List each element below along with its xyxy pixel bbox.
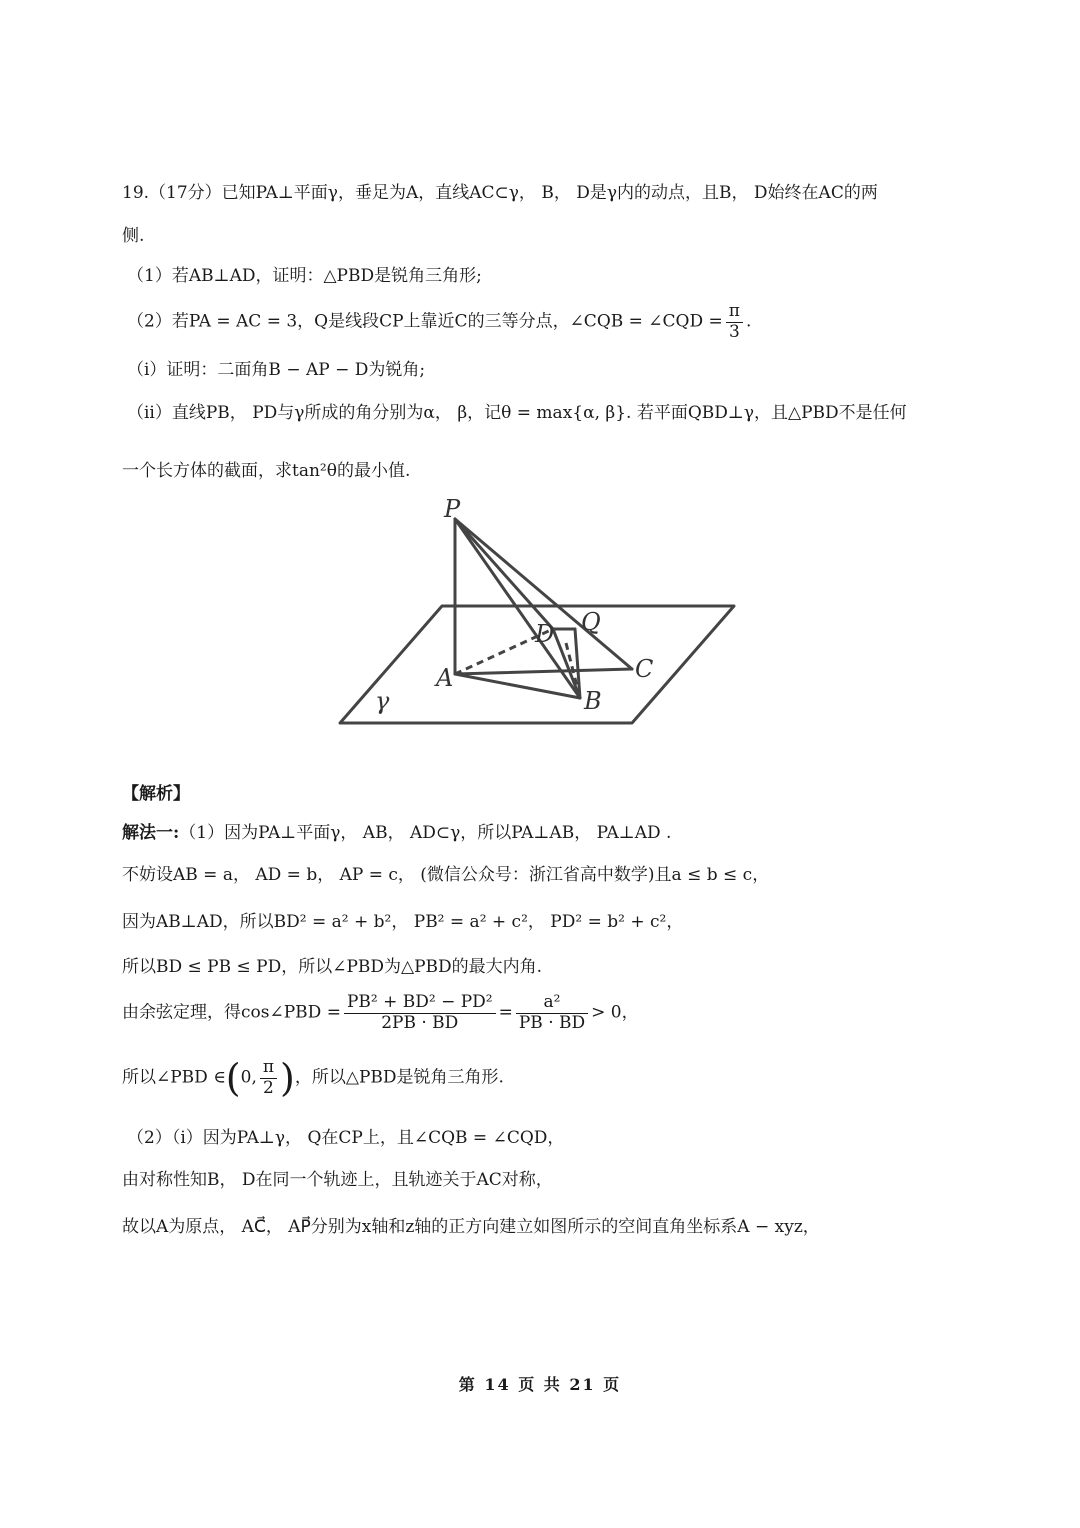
frac-denominator: 2 [263, 1077, 274, 1098]
solution-part-2-line-2: 由对称性知B， D在同一个轨迹上，且轨迹关于AC对称， [122, 1170, 553, 1190]
frac-numerator: PB² + BD² − PD² [344, 993, 496, 1014]
frac-numerator: π [260, 1058, 277, 1079]
label-C: C [635, 655, 654, 683]
angle-range-suffix: ，所以△PBD是锐角三角形. [294, 1067, 504, 1088]
frac-denominator: PB · BD [518, 1012, 586, 1033]
solution-line-4: 所以BD ≤ PB ≤ PD，所以∠PBD为△PBD的最大内角. [122, 957, 543, 977]
question-2-i: （i）证明：二面角B − AP − D为锐角; [127, 360, 426, 380]
frac-numerator: a² [516, 993, 588, 1014]
label-D: D [535, 620, 555, 648]
geometry-figure [330, 495, 750, 760]
interval-fraction [260, 1058, 277, 1098]
method-1-label: 解法一: [122, 823, 180, 843]
label-P: P [444, 495, 461, 523]
solution-part-2-line-1: （2）（i）因为PA⊥γ， Q在CP上，且∠CQB = ∠CQD， [127, 1128, 565, 1148]
question-2-text: （2）若PA = AC = 3，Q是线段CP上靠近C的三等分点，∠CQB = ∠CQD = [127, 311, 723, 332]
question-2-fraction [726, 302, 743, 342]
solution-line-3: 因为AB⊥AD，所以BD² = a² + b²， PB² = a² + c²， PD² = b² + c²， [122, 912, 684, 932]
frac-denominator: 2PB · BD [381, 1012, 459, 1033]
question-1: （1）若AB⊥AD，证明：△PBD是锐角三角形; [127, 266, 482, 286]
question-2-ii: （ii）直线PB， PD与γ所成的角分别为α， β，记θ = max{α, β}. 若平面QBD⊥γ，且△PBD不是任何 [127, 403, 907, 423]
cosine-rule-prefix: 由余弦定理，得cos∠PBD = [122, 1002, 341, 1023]
label-A: A [436, 664, 454, 692]
solution-part-2-line-3: 故以A为原点， AC⃗， AP⃗分别为x轴和z轴的正方向建立如图所示的空间直角坐标系A − xyz， [122, 1217, 820, 1237]
angle-range-prefix: 所以∠PBD ∈ [122, 1067, 226, 1088]
frac-denominator: 3 [728, 321, 740, 342]
label-gamma: γ [375, 687, 390, 715]
edge-AC [455, 669, 632, 674]
question-2-ii-continued: 一个长方体的截面，求tan²θ的最小值. [122, 461, 411, 481]
cosine-fraction-2 [516, 993, 588, 1033]
solution-line-1 [122, 825, 671, 842]
cosine-rule-suffix: > 0， [591, 1002, 639, 1023]
right-paren: ) [280, 1056, 295, 1101]
label-Q: Q [581, 608, 601, 636]
problem-line-1: 19.（17分）已知PA⊥平面γ，垂足为A，直线AC⊂γ， B， D是γ内的动点，且B， D始终在AC的两 [122, 183, 878, 203]
solution-header: 【解析】 [122, 784, 190, 804]
page-footer: 第 14 页 共 21 页 [458, 1375, 622, 1394]
edge-AB [455, 674, 580, 698]
interval-start: 0, [240, 1067, 257, 1088]
question-2 [127, 302, 751, 342]
solution-line-6 [122, 1056, 504, 1101]
question-2-end: . [745, 311, 752, 332]
solution-line-2: 不妨设AB = a， AD = b， AP = c， (微信公众号：浙江省高中数学)且a ≤ b ≤ c， [122, 865, 770, 885]
method-1-text: （1）因为PA⊥平面γ， AB， AD⊂γ，所以PA⊥AB， PA⊥AD . [179, 823, 672, 843]
left-paren: ( [225, 1056, 241, 1101]
problem-line-2: 侧. [122, 226, 145, 246]
solution-line-5 [122, 993, 639, 1033]
frac-numerator: π [726, 302, 743, 323]
cosine-fraction-1 [344, 993, 496, 1033]
edge-PD [455, 519, 553, 629]
label-B: B [584, 687, 602, 715]
equals-sign: = [498, 1002, 513, 1023]
